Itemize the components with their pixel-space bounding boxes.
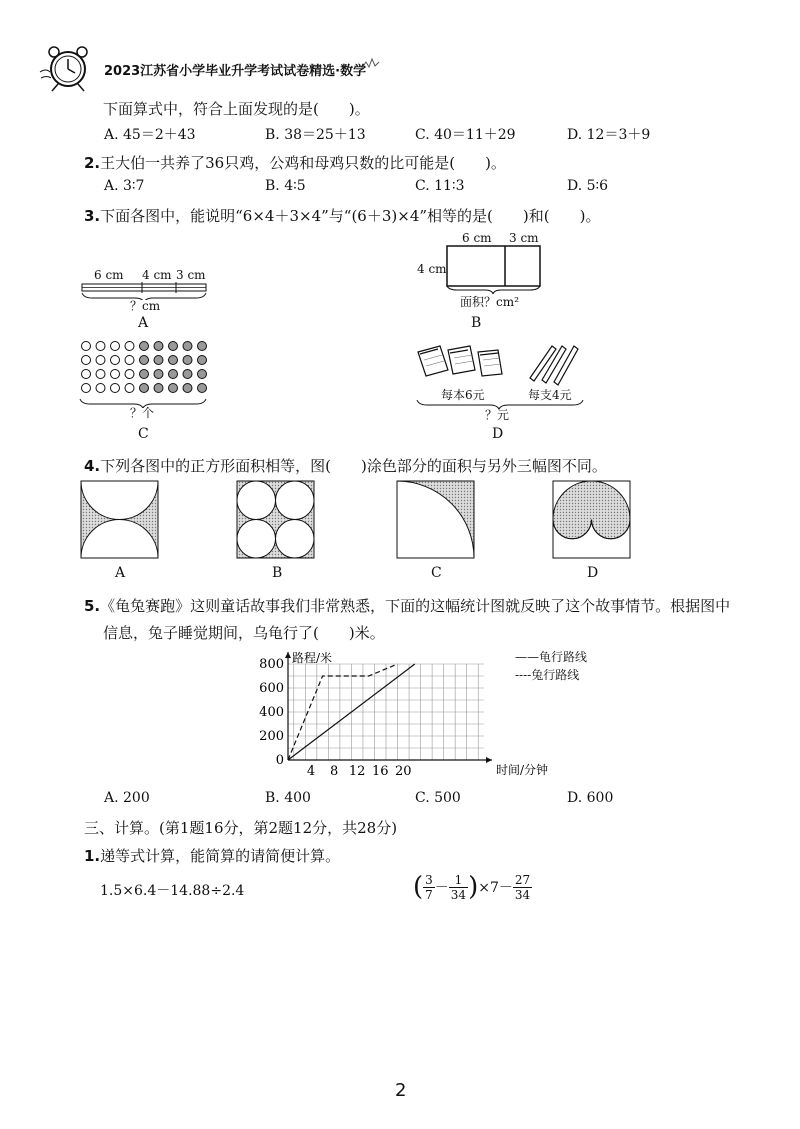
x-tick-label: 8	[329, 764, 339, 779]
shaded-dot	[140, 342, 149, 351]
figB-top2-label: 3 cm	[509, 231, 539, 245]
shaded-dot	[183, 384, 192, 393]
q3-stem	[84, 205, 600, 226]
shaded-dot	[140, 370, 149, 379]
minus-sign: －	[434, 880, 449, 896]
shaded-dot	[169, 384, 178, 393]
q4-text: 下列各图中的正方形面积相等，图( )涂色部分的面积与另外三幅图不同。	[100, 457, 607, 475]
y-tick-label: 600	[259, 681, 284, 696]
alarm-clock-icon	[38, 42, 96, 94]
white-dot	[125, 384, 134, 393]
q2-stem	[84, 152, 506, 173]
times-seven-minus: ×7－	[478, 880, 513, 896]
q5-option-b: B. 400	[265, 790, 311, 806]
q1-option-c: C. 40＝11＋29	[415, 127, 516, 143]
y-tick-label: 200	[259, 729, 284, 744]
figA-label: A	[138, 315, 149, 331]
figC-label: C	[138, 426, 149, 442]
shaded-dot	[183, 370, 192, 379]
white-dot	[125, 370, 134, 379]
q4-label-c: C	[431, 565, 442, 581]
section3-title: 三、计算。(第1题16分，第2题12分，共28分)	[84, 819, 398, 837]
expression-1: 1.5×6.4－14.88÷2.4	[100, 883, 245, 899]
white-dot	[82, 384, 91, 393]
q4-label-b: B	[272, 565, 283, 581]
q1-option-d: D. 12＝3＋9	[567, 127, 651, 143]
q2-option-d: D. 5∶6	[567, 178, 609, 194]
y-tick-label: 800	[259, 657, 284, 672]
figD-items-drawing	[410, 338, 590, 388]
shaded-dot	[140, 356, 149, 365]
shaded-dot	[183, 342, 192, 351]
y-tick-label: 0	[275, 753, 284, 768]
shaded-dot	[198, 342, 207, 351]
white-dot	[96, 384, 105, 393]
shaded-dot	[198, 384, 207, 393]
white-dot	[125, 356, 134, 365]
shaded-dot	[154, 384, 163, 393]
shaded-dot	[169, 370, 178, 379]
figA-seg1-label: 6 cm	[94, 268, 124, 282]
shaded-dot	[183, 356, 192, 365]
white-dot	[82, 356, 91, 365]
shaded-dot	[154, 342, 163, 351]
x-axis-label: 时间/分钟	[496, 763, 549, 777]
fraction-3-7: $\frac{3}{7}$	[425, 872, 433, 902]
figD-book-price: 每本6元	[441, 388, 485, 402]
white-dot	[111, 384, 120, 393]
legend-turtle: ——龟行路线	[515, 650, 588, 664]
q5-option-c: C. 500	[415, 790, 461, 806]
fraction-27-34: $\frac{27}{34}$	[514, 872, 531, 902]
q4-squares	[70, 478, 650, 563]
q5-option-a: A. 200	[104, 790, 150, 806]
q4-label-a: A	[115, 565, 126, 581]
figB-top1-label: 6 cm	[462, 231, 492, 245]
q4-number: 4.	[84, 457, 101, 475]
y-tick-label: 400	[259, 705, 284, 720]
section3-q1	[84, 845, 340, 866]
q2-text: 王大伯一共养了36只鸡，公鸡和母鸡只数的比可能是( )。	[100, 154, 506, 172]
q3-text: 下面各图中，能说明“6×4＋3×4”与“(6＋3)×4”相等的是( )和( )。	[100, 207, 601, 225]
q1-tail-text: 下面算式中，符合上面发现的是( )。	[103, 100, 370, 118]
figB-area-label: 面积？cm²	[460, 295, 519, 309]
figD-total-label: ？元	[485, 408, 510, 422]
q1-option-b: B. 38＝25＋13	[265, 127, 366, 143]
shaded-dot	[140, 384, 149, 393]
y-axis-label: 路程/米	[292, 651, 333, 665]
race-line-chart	[250, 640, 550, 780]
figD-label: D	[492, 426, 504, 442]
q2-option-c: C. 11∶3	[415, 178, 465, 194]
header-title: 2023江苏省小学毕业升学考试试卷精选·数学	[104, 64, 367, 79]
figA-total-label: ？cm	[130, 299, 161, 313]
decoration-icon	[360, 56, 382, 74]
page-number: 2	[395, 1080, 407, 1101]
q5-text-line1: 《龟兔赛跑》这则童话故事我们非常熟悉，下面的这幅统计图就反映了这个故事情节。根据图中	[100, 597, 731, 615]
white-dot	[125, 342, 134, 351]
x-axis-arrow	[486, 757, 492, 763]
shaded-dot	[154, 370, 163, 379]
x-tick-label: 16	[371, 764, 389, 779]
q5-number: 5.	[84, 597, 101, 615]
white-dot	[111, 342, 120, 351]
section3-q1-text: 递等式计算，能简算的请简便计算。	[100, 847, 341, 865]
legend-rabbit: ----兔行路线	[515, 668, 580, 682]
figC-dot-array	[78, 338, 213, 408]
white-dot	[96, 370, 105, 379]
figB-label: B	[471, 315, 482, 331]
q2-option-a: A. 3∶7	[104, 178, 145, 194]
x-tick-label: 4	[306, 764, 316, 779]
shaded-dot	[198, 370, 207, 379]
shaded-dot	[154, 356, 163, 365]
q5-option-d: D. 600	[567, 790, 614, 806]
q4-label-d: D	[587, 565, 599, 581]
y-axis-arrow	[285, 652, 291, 658]
q3-number: 3.	[84, 207, 101, 225]
q1-option-a: A. 45＝2＋43	[104, 127, 196, 143]
figB-rectangle-diagram	[445, 242, 545, 294]
white-dot	[111, 370, 120, 379]
white-dot	[82, 342, 91, 351]
figA-seg2-label: 4 cm	[142, 268, 172, 282]
x-tick-label: 12	[348, 764, 366, 779]
q5-text-line2: 信息，兔子睡觉期间，乌龟行了( )米。	[103, 624, 385, 642]
shaded-dot	[169, 342, 178, 351]
q2-option-b: B. 4∶5	[265, 178, 306, 194]
q5-stem-line1	[84, 595, 730, 616]
q4-stem	[84, 455, 607, 476]
figA-seg3-label: 3 cm	[176, 268, 206, 282]
shaded-dot	[169, 356, 178, 365]
figD-pen-price: 每支4元	[528, 388, 572, 402]
white-dot	[111, 356, 120, 365]
figC-total-label: ？个	[130, 406, 155, 420]
x-tick-label: 20	[395, 764, 412, 779]
white-dot	[96, 356, 105, 365]
shaded-dot	[198, 356, 207, 365]
figB-side-label: 4 cm	[417, 262, 447, 276]
q2-number: 2.	[84, 154, 101, 172]
fraction-1-34: $\frac{1}{34}$	[450, 872, 467, 902]
expression-2: ( $\frac{3}{7}$ － $\frac{1}{34}$ )×7－ $\frac{27}{34}$	[413, 872, 531, 902]
white-dot	[96, 342, 105, 351]
section3-q1-number: 1.	[84, 847, 101, 865]
white-dot	[82, 370, 91, 379]
